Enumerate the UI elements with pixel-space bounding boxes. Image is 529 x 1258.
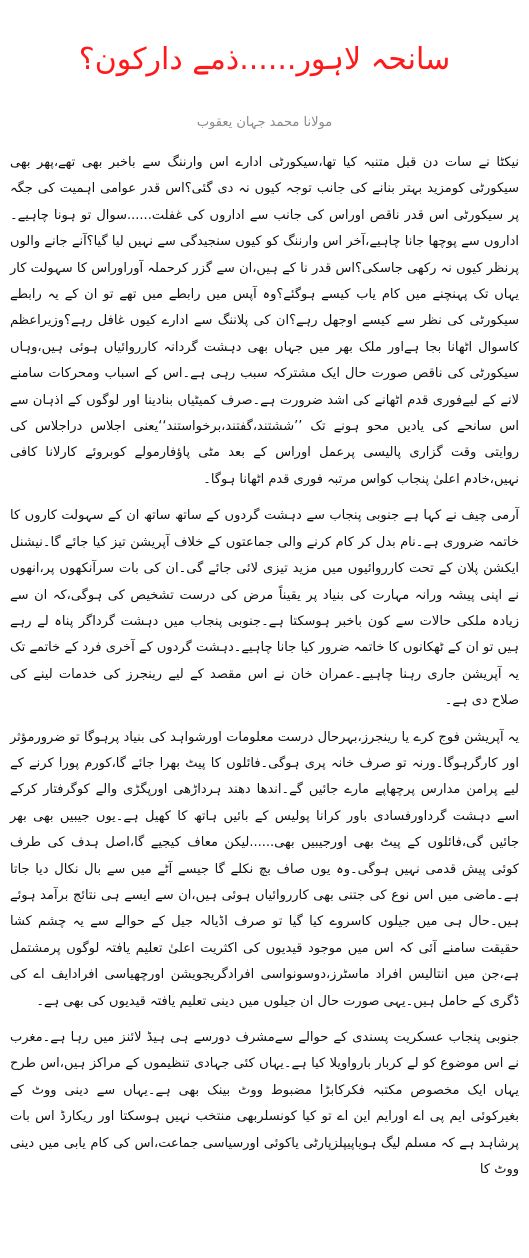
- article-paragraph-2: آرمی چیف نے کہا ہے جنوبی پنجاب سے دہشت گردوں کے ساتھ ساتھ ان کے سہولت کاروں کا خاتمہ ضروری ہے۔نام بدل کر کام کرنے والی جماعتوں کے خلاف آپریشن تیز کیا جائے گا۔نیشنل ایکشن پلان کے تحت کارروائیوں میں مزید تیزی لائی جائے گی۔ان کی بات سرآنکھوں پر،انھوں نے اپنی پیشہ ورانہ مہارت کی بنیاد پر یقیناً مرض کی درست تشخیص کی ہوگی،کہ ان سے زیادہ ملکی حالات سے کون باخبر ہوسکتا ہے۔جنوبی پنجاب میں دہشت گرداگر پناہ لے رہے ہیں تو ان کے ٹھکانوں کا خاتمہ ضرور کیا جانا چاہیے۔دہشت گردوں کے آخری فرد کے خاتمے تک یہ آپریشن جاری رہنا چاہیے۔عمران خان نے اس مقصد کے لیے رینجرز کی خدمات لینے کی صلاح دی ہے۔: [10, 508, 519, 709]
- article-paragraph-4: جنوبی پنجاب عسکریت پسندی کے حوالے سےمشرف دورسے ہی ہیڈ لائنز میں رہا ہے۔مغرب نے اس موضوع کو لے کربار بارواویلا کیا ہے۔یہاں کئی جہادی تنظیموں کے مراکز ہیں،اس طرح یہاں ایک مخصوص مکتبہ فکرکابڑا مضبوط ووٹ بینک بھی ہے۔یہاں سے دینی ووٹ کے بغیرکوئی ایم پی اے اورایم این اے تو کیا کونسلربھی منتخب نہیں ہوسکتا اور ریکارڈ اس بات پرشاہد ہے کہ مسلم لیگ ہویاپیپلزپارٹی یاکوئی اورسیاسی جماعت،اس کی کام یابی میں دینی ووٹ کا: [10, 1030, 519, 1178]
- article-byline: مولانا محمد جہان یعقوب: [196, 115, 333, 130]
- article-paragraph-3: یہ آپریشن فوج کرے یا رینجرز،بہرحال درست معلومات اورشواہد کی بنیاد پرہوگا تو ضرورمؤثر اور کارگرہوگا۔ورنہ تو صرف خانہ پری ہوگی۔فائلوں کا پیٹ بھرا جائے گا،کورم پورا کرنے کے لیے پرامن مدارس پرچھاپے مارے جائیں گے۔اندھا دھند ہرداڑھی اورپگڑی والے کوگرفتار کرکے اسے دہشت گرداورفسادی باور کرانا پولیس کے بائیں ہاتھ کا کھیل ہے۔یوں جیبیں بھی بھر جائیں گی،فائلوں کے پیٹ بھی اورجیبیں بھی......لیکن معاف کیجیے گا،اصل ہدف کی طرف کوئی پیش قدمی نہیں ہوگی۔وہ یوں صاف بچ نکلے گا جیسے آٹے میں سے بال نکال دیا جاتا ہے۔ماضی میں اس نوع کی جتنی بھی کارروائیاں ہوئی ہیں،ان سے ایسے ہی نتائج برآمد ہوئے ہیں۔حال ہی میں جیلوں کاسروے کیا گیا تو صرف اڈیالہ جیل کے حوالے سے یہ چشم کشا حقیقت سامنے آئی کہ اس میں موجود قیدیوں کی اکثریت اعلیٰ تعلیم یافتہ لوگوں پرمشتمل ہے،جن میں انتالیس افراد ماسٹرز،دوسونواسی افرادگریجویشن اورچھیاسی افرادایف اے کی ڈگری کے حامل ہیں۔یہی صورت حال ان جیلوں میں دینی تعلیم یافتہ قیدیوں کی بھی ہے۔: [10, 729, 519, 1009]
- article-title: سانحہ لاہور......ذمے دارکون؟: [78, 42, 451, 77]
- article-body: [10, 150, 519, 1193]
- article-paragraph-1: نیکٹا نے سات دن قبل متنبہ کیا تھا،سیکورٹی ادارے اس وارننگ سے باخبر بھی تھے،پھر بھی سیکورٹی کومزید بہتر بنانے کی جانب توجہ کیوں نہ دی گئی؟اس قدر عوامی اہمیت کی جگہ پر سیکورٹی اس قدر ناقص اوراس کی جانب سے اداروں کی غفلت......سوال تو ہونا چاہیے۔اداروں سے پوچھا جانا چاہیے،آخر اس وارننگ کو کیوں سنجیدگی سے نہیں لیا گیا؟آنے جانے والوں پرنظر کیوں نہ رکھی جاسکی؟اس قدر نا کے ہیں،ان سے گزر کرحملہ آوراوراس کا سہولت کار یہاں تک پہنچنے میں کام یاب کیسے ہوگئے؟وہ آپس میں رابطے میں تھے تو ان کے یہ رابطے سیکورٹی کی نظر سے کیسے اوجھل رہے؟ان کی پلاننگ سے ادارے کیوں غافل رہے؟وزیراعظم کاسوال اٹھانا بجا ہےاور ملک بھر میں جہاں بھی دہشت گردانہ کارروائیاں ہوئی ہیں،وہاں سیکورٹی کی ناقص صورت حال ایک مشترکہ سبب رہی ہے۔اس کے اسباب ومحرکات سامنے لانے کے لیےفوری قدم اٹھانے کی اشد ضرورت ہے۔صرف کمیٹیاں بنادینا اور لوگوں کے اذہان سے اس سانحے کی یادیں محو ہونے تک ’’ششتند،گفتند،برخواستند‘‘یعنی اجلاس دراجلاس کی روایتی وقت گزاری پالیسی پرعمل اوراس کے بعد مٹی پاؤفارمولے کوبروئے کارلانا کافی نہیں،خادم اعلیٰ پنجاب کواس مرتبہ فوری قدم اٹھانا ہوگا۔: [10, 155, 519, 487]
